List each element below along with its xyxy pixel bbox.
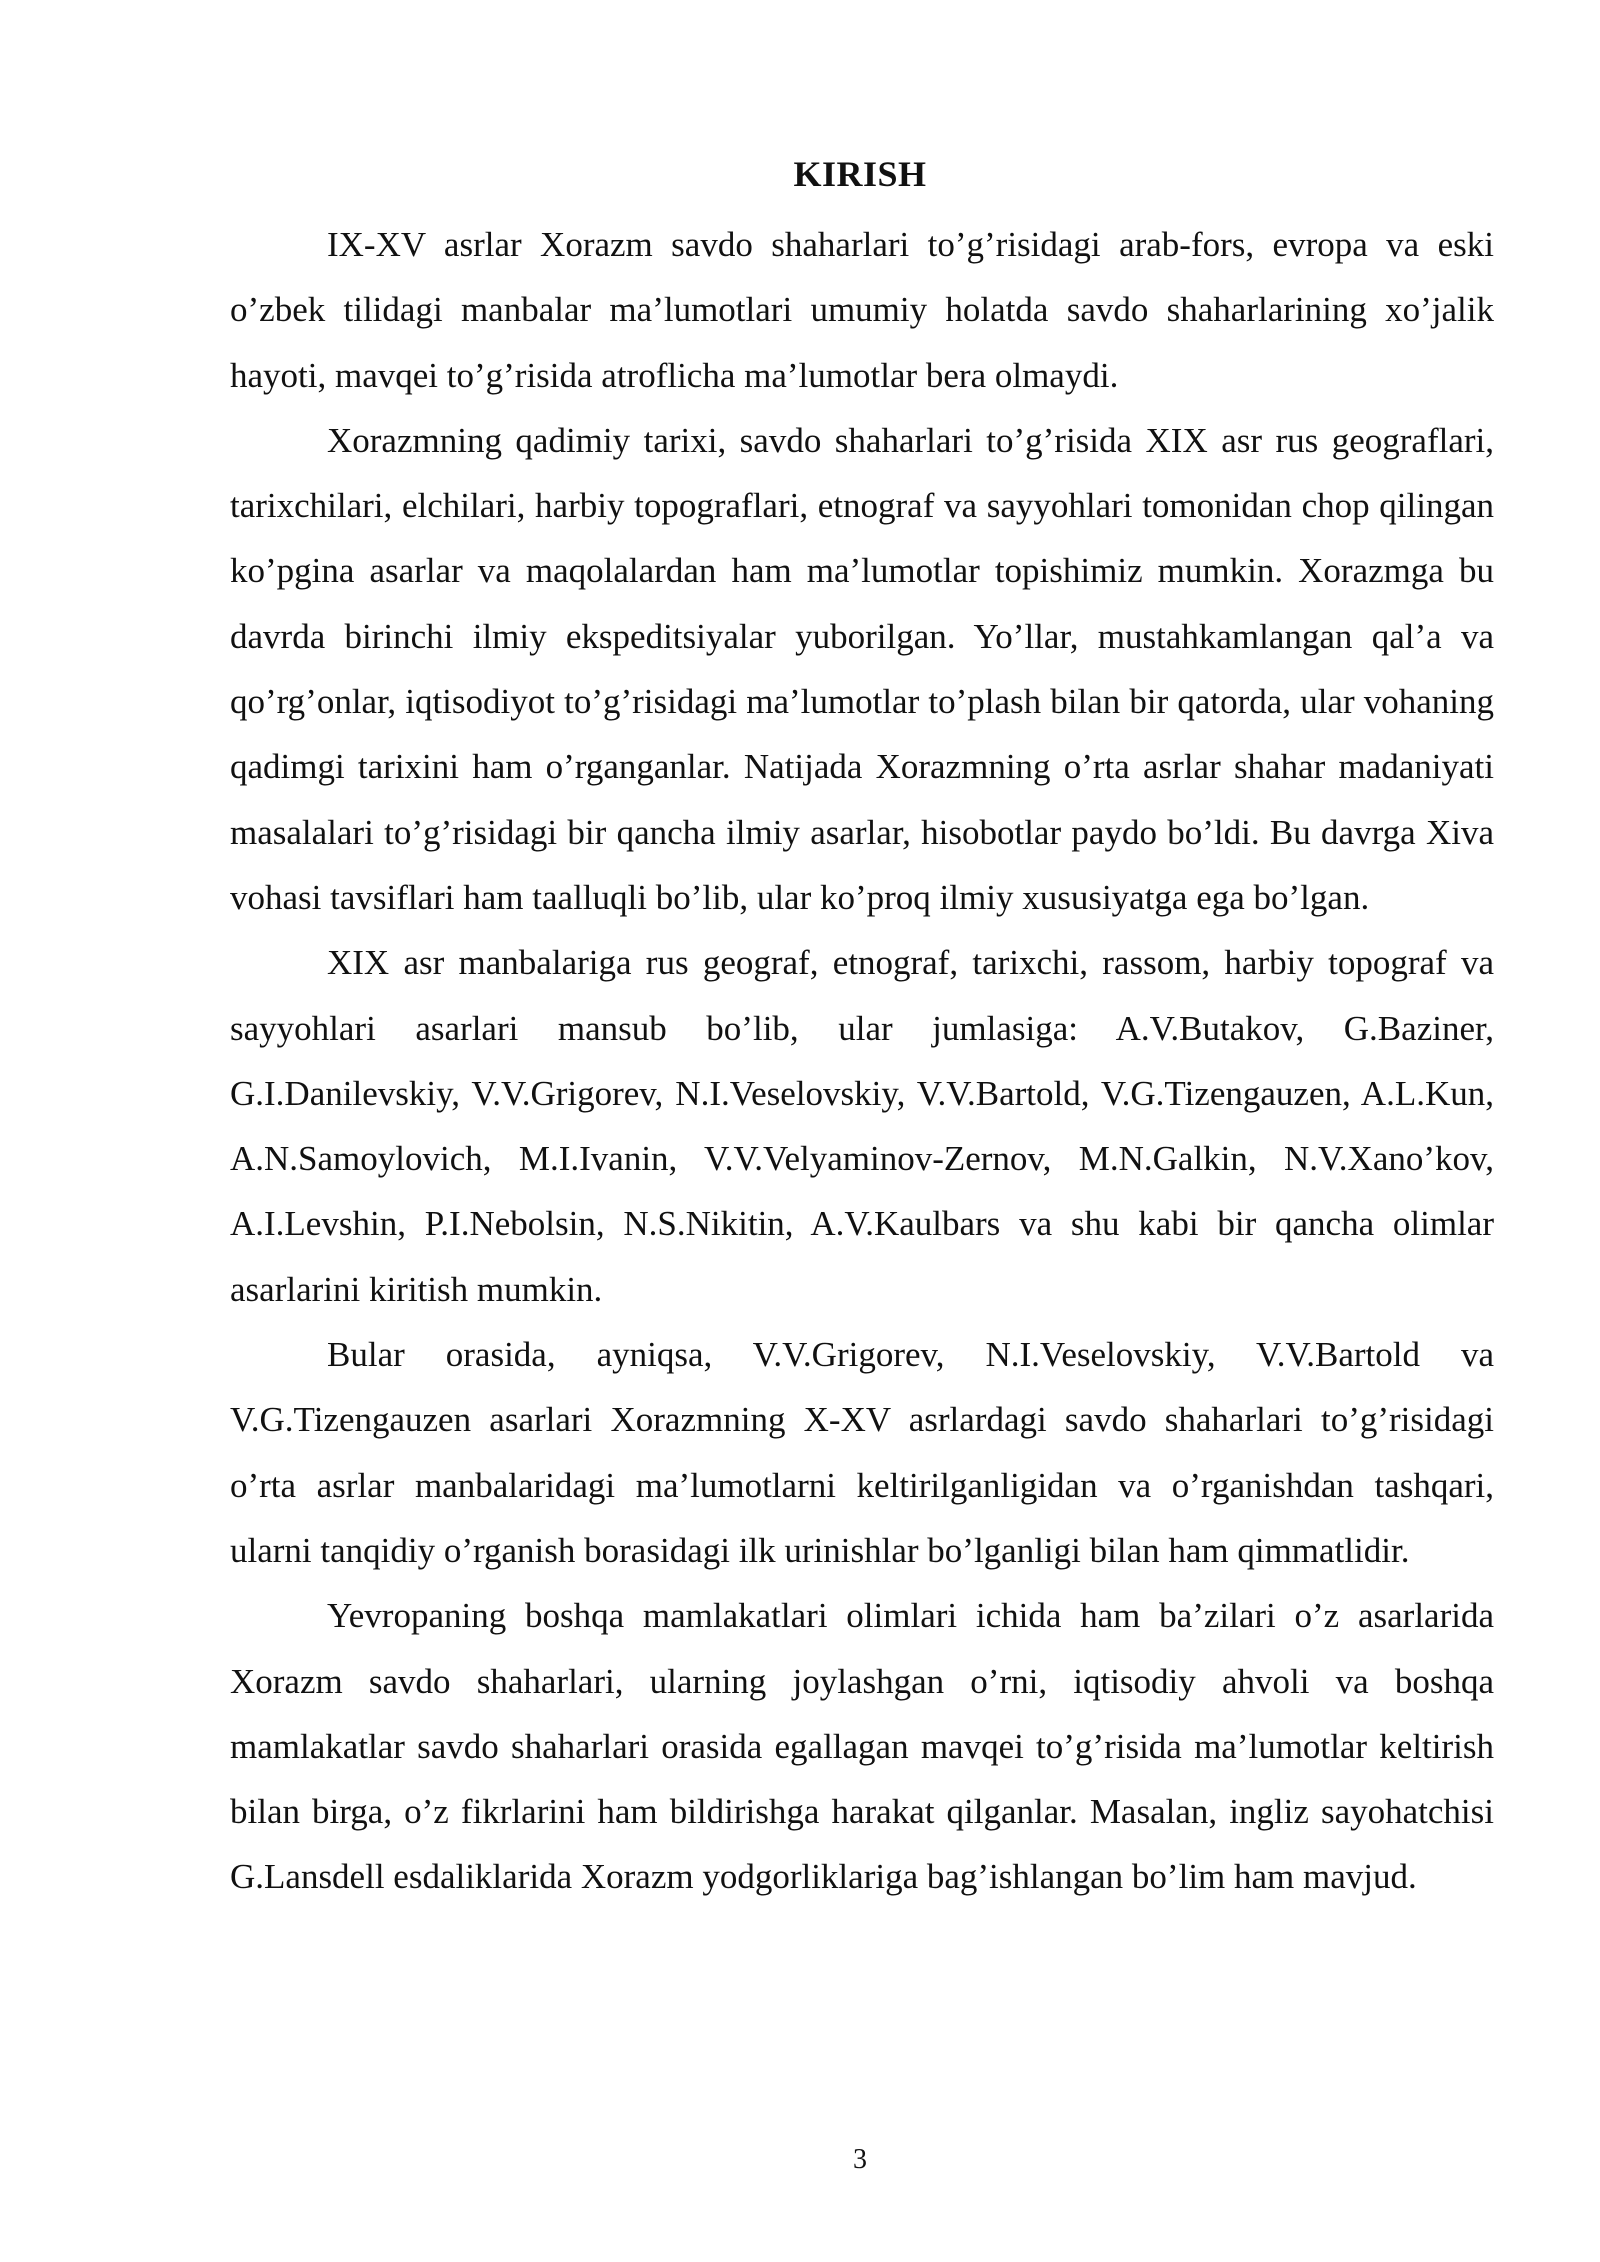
paragraph-1: IX-XV asrlar Xorazm savdo shaharlari to’g’risidagi arab-fors, evropa va eski o’zbek tilidagi manbalar ma’lumotlari umumiy holatda savdo shaharlarining xo’jalik hayoti, mavqei to’g’risida atroflicha ma’lumotlar bera olmaydi. [230, 225, 1494, 395]
paragraph-2: Xorazmning qadimiy tarixi, savdo shaharlari to’g’risida XIX asr rus geograflari, tarixchilari, elchilari, harbiy topograflari, etnograf va sayyohlari tomonidan chop qilingan ko’pgina asarlar va maqolalardan ham ma’lumotlar topishimiz mumkin. Xorazmga bu davrda birinchi ilmiy ekspeditsiyalar yuborilgan. Yo’llar, mustahkamlangan qal’a va qo’rg’onlar, iqtisodiyot to’g’risidagi ma’lumotlar to’plash bilan bir qatorda, ular vohaning qadimgi tarixini ham o’rganganlar. Natijada Xorazmning o’rta asrlar shahar madaniyati masalalari to’g’risidagi bir qancha ilmiy asarlar, hisobotlar paydo bo’ldi. Bu davrga Xiva vohasi tavsiflari ham taalluqli bo’lib, ular ko’proq ilmiy xususiyatga ega bo’lgan. [230, 420, 1494, 917]
section-title: KIRISH [793, 154, 927, 194]
paragraph-3: XIX asr manbalariga rus geograf, etnograf, tarixchi, rassom, harbiy topograf va sayyohlari asarlari mansub bo’lib, ular jumlasiga: A.V.Butakov, G.Baziner, G.I.Danilevskiy, V.V.Grigorev, N.I.Veselovskiy, V.V.Bartold, V.G.Tizengauzen, A.L.Kun, A.N.Samoylovich, M.I.Ivanin, V.V.Velyaminov-Zernov, M.N.Galkin, N.V.Xano’kov, A.I.Levshin, P.I.Nebolsin, N.S.Nikitin, A.V.Kaulbars va shu kabi bir qancha olimlar asarlarini kiritish mumkin. [230, 943, 1494, 1309]
paragraph-4: Bular orasida, ayniqsa, V.V.Grigorev, N.I.Veselovskiy, V.V.Bartold va V.G.Tizengauzen asarlari Xorazmning X-XV asrlardagi savdo shaharlari to’g’risidagi o’rta asrlar manbalaridagi ma’lumotlarni keltirilganligidan va o’rganishdan tashqari, ularni tanqidiy o’rganish borasidagi ilk urinishlar bo’lganligi bilan ham qimmatlidir. [230, 1335, 1494, 1570]
body-text [230, 212, 1494, 1910]
page-number: 3 [853, 2144, 867, 2175]
paragraph-5: Yevropaning boshqa mamlakatlari olimlari ichida ham ba’zilari o’z asarlarida Xorazm savdo shaharlari, ularning joylashgan o’rni, iqtisodiy ahvoli va boshqa mamlakatlar savdo shaharlari orasida egallagan mavqei to’g’risida ma’lumotlar keltirish bilan birga, o’z fikrlarini ham bildirishga harakat qilganlar. Masalan, ingliz sayohatchisi G.Lansdell esdaliklarida Xorazm yodgorliklariga bag’ishlangan bo’lim ham mavjud. [230, 1596, 1494, 1897]
